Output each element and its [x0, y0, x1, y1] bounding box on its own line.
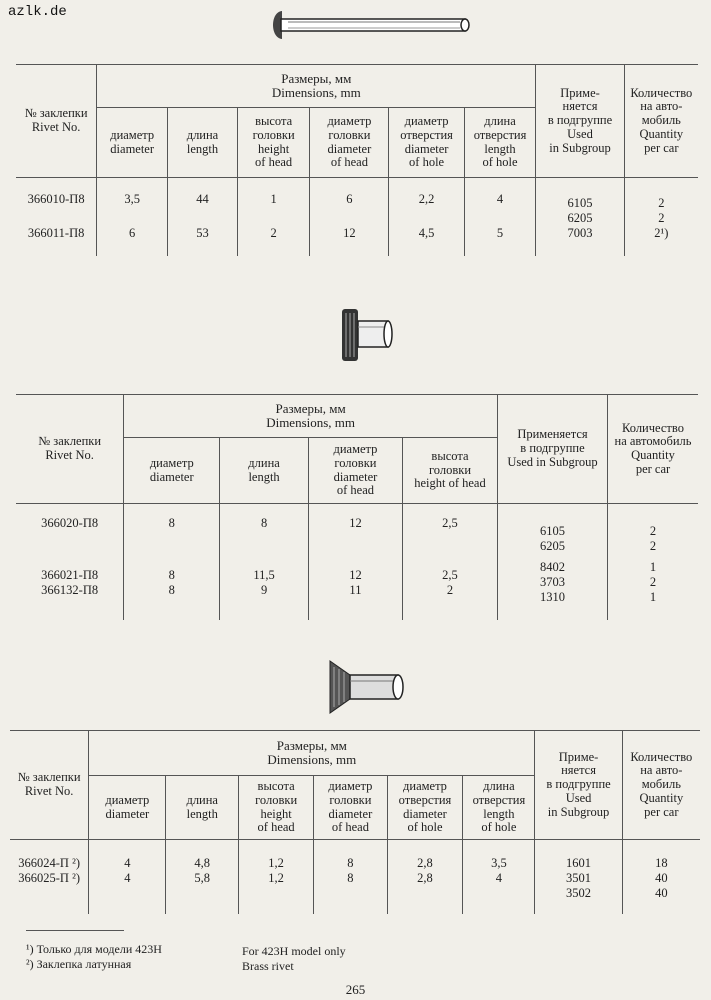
value-cell: 2,5 — [403, 504, 498, 561]
value-cell: 8 — [220, 504, 309, 561]
header-dimensions: Размеры, мм Dimensions, mm — [124, 395, 498, 438]
value-cell: 12 — [308, 504, 402, 561]
page-number: 265 — [345, 982, 366, 997]
rivet-table-1 — [16, 64, 698, 256]
header-rivet-no: № заклепки Rivet No. — [10, 731, 89, 840]
rivet-no-cell: 366020-П8 — [41, 516, 99, 530]
value-cell: 12 11 — [308, 560, 402, 620]
qty-cell: 2 2 — [608, 504, 699, 561]
value-cell: 6 — [97, 226, 168, 256]
header-col-hole-diameter: диаметр отверстия diameter of hole — [387, 776, 463, 840]
value-cell: 2,8 2,8 — [387, 840, 463, 915]
header-col-length: длина length — [168, 108, 238, 178]
header-col-diameter: диаметр diameter — [124, 438, 220, 504]
header-col-head-height: высота головки height of head — [403, 438, 498, 504]
countersunk-rivet-image — [322, 657, 408, 717]
value-cell: 44 — [168, 178, 238, 227]
flat-head-rivet-image — [336, 305, 398, 365]
value-cell: 8 8 — [314, 840, 387, 915]
round-head-rivet-image — [268, 8, 473, 42]
footnote-1-en: For 423H model only — [242, 944, 346, 958]
rivet-no-cell: 366011-П8 — [27, 226, 85, 240]
header-rivet-no: № заклепки Rivet No. — [16, 65, 97, 178]
header-qty: Количество на авто- мобиль Quantity per car — [624, 65, 698, 178]
value-cell: 8 8 — [124, 560, 220, 620]
header-col-head-height: высота головки height of head — [237, 108, 310, 178]
used-cell: 6105 6205 — [536, 178, 624, 227]
header-qty: Количество на авто- мобиль Quantity per car — [622, 731, 700, 840]
value-cell: 53 — [168, 226, 238, 256]
value-cell: 6 — [310, 178, 389, 227]
footnote-1-ru: ¹) Только для модели 423Н — [26, 942, 162, 956]
value-cell: 8 — [124, 504, 220, 561]
header-col-length: длина length — [166, 776, 239, 840]
qty-cell: 2 2 — [624, 178, 698, 227]
rivet-table-3 — [10, 730, 700, 914]
rivet-table-2 — [16, 394, 698, 620]
used-cell: 8402 3703 1310 — [497, 560, 607, 620]
value-cell: 2,2 — [389, 178, 464, 227]
header-col-head-diameter: диаметр головки diameter of head — [314, 776, 387, 840]
footnote-divider — [26, 930, 124, 931]
header-used: Приме- няется в подгруппе Used in Subgroup — [535, 731, 622, 840]
header-used: Приме- няется в подгруппе Used in Subgroup — [536, 65, 624, 178]
header-col-head-height: высота головки height of head — [239, 776, 314, 840]
header-col-hole-length: длина отверстия length of hole — [463, 776, 535, 840]
value-cell: 3,5 4 — [463, 840, 535, 915]
qty-cell: 18 40 40 — [622, 840, 700, 915]
header-dimensions: Размеры, мм Dimensions, mm — [97, 65, 536, 108]
value-cell: 3,5 — [97, 178, 168, 227]
header-rivet-no: № заклепки Rivet No. — [16, 395, 124, 504]
rivet-no-cell: 366021-П8 366132-П8 — [41, 568, 99, 597]
header-col-hole-diameter: диаметр отверстия diameter of hole — [389, 108, 464, 178]
header-dimensions: Размеры, мм Dimensions, mm — [89, 731, 535, 776]
value-cell: 4,5 — [389, 226, 464, 256]
table-row — [10, 840, 700, 915]
header-col-diameter: диаметр diameter — [89, 776, 166, 840]
value-cell: 4,8 5,8 — [166, 840, 239, 915]
qty-cell: 2¹) — [624, 226, 698, 256]
footnote-2-ru: ²) Заклепка латунная — [26, 957, 132, 971]
value-cell: 5 — [464, 226, 536, 256]
header-col-head-diameter: диаметр головки diameter of head — [308, 438, 402, 504]
used-cell: 1601 3501 3502 — [535, 840, 622, 915]
qty-cell: 1 2 1 — [608, 560, 699, 620]
value-cell: 2,5 2 — [403, 560, 498, 620]
header-col-head-diameter: диаметр головки diameter of head — [310, 108, 389, 178]
value-cell: 1,2 1,2 — [239, 840, 314, 915]
table-row — [16, 504, 698, 561]
header-used: Применяется в подгруппе Used in Subgroup — [497, 395, 607, 504]
footnote-2-en: Brass rivet — [242, 959, 294, 973]
value-cell: 2 — [237, 226, 310, 256]
table-row — [16, 178, 698, 227]
table-row — [16, 560, 698, 620]
header-qty: Количество на автомобиль Quantity per car — [608, 395, 699, 504]
value-cell: 11,5 9 — [220, 560, 309, 620]
rivet-no-cell: 366010-П8 — [27, 192, 85, 206]
used-cell: 6105 6205 — [497, 504, 607, 561]
watermark: azlk.de — [8, 4, 67, 20]
header-col-diameter: диаметр diameter — [97, 108, 168, 178]
header-col-length: длина length — [220, 438, 309, 504]
value-cell: 4 — [464, 178, 536, 227]
table-row — [16, 226, 698, 256]
value-cell: 4 4 — [89, 840, 166, 915]
header-col-hole-length: длина отверстия length of hole — [464, 108, 536, 178]
value-cell: 1 — [237, 178, 310, 227]
used-cell: 7003 — [536, 226, 624, 256]
value-cell: 12 — [310, 226, 389, 256]
rivet-no-cell: 366024-П ²) 366025-П ²) — [18, 856, 80, 885]
